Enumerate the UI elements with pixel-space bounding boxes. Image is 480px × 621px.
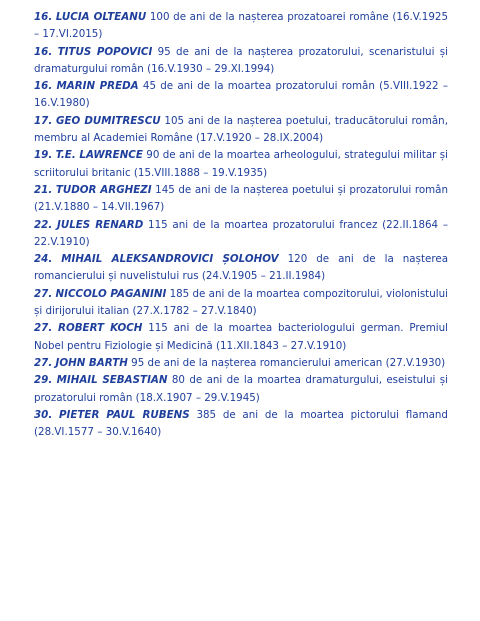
- entry-text: 385 de ani de la moartea pictorului flamand (28.VI.1577 – 30.V.1640): [34, 408, 448, 439]
- entry-name: TUDOR ARGHEZI: [55, 183, 152, 196]
- entry-day: 16.: [34, 45, 53, 58]
- entry-text: 45 de ani de la moartea prozatorului român (5.VIII.1922 – 16.V.1980): [34, 80, 448, 110]
- entry-paganini: [34, 286, 448, 321]
- entry-day: 16.: [34, 11, 53, 23]
- entry-barth: [34, 355, 448, 372]
- entry-solohov: [34, 251, 448, 286]
- entry-text: 90 de ani de la moartea arheologului, strategului militar și scriitorului britanic (15.VIII.1888 – 19.V.1935): [34, 149, 448, 179]
- entry-rubens: [34, 407, 448, 442]
- entry-text: 80 de ani de la moartea dramaturgului, eseistului și prozatorului român (18.X.1907 – 29.V.1945): [34, 374, 448, 404]
- entry-sebastian: [34, 372, 448, 407]
- entry-popovici: [34, 44, 448, 79]
- entry-text: 185 de ani de la moartea compozitorului, violonistului și dirijorului italian (27.X.1782 – 27.V.1840): [34, 287, 448, 318]
- entry-name: GEO DUMITRESCU: [56, 114, 161, 127]
- entry-day: 27.: [34, 356, 53, 369]
- entry-name: LUCIA OLTEANU: [55, 11, 147, 23]
- entry-day: 27.: [34, 287, 53, 300]
- entry-day: 29.: [34, 374, 53, 387]
- entry-name: JULES RENARD: [57, 218, 144, 231]
- entry-text: 145 de ani de la nașterea poetului și prozatorului român (21.V.1880 – 14.VII.1967): [34, 183, 448, 214]
- entry-day: 19.: [34, 149, 53, 162]
- entry-name: NICCOLO PAGANINI: [55, 287, 167, 300]
- entry-olteanu: [34, 9, 448, 44]
- entry-preda: [34, 78, 448, 113]
- entry-text: 100 de ani de la nașterea prozatoarei române (16.V.1925 – 17.VI.2015): [34, 11, 449, 41]
- entry-name: MIHAIL ALEKSANDROVICI ȘOLOHOV: [61, 253, 279, 266]
- entry-name: MARIN PREDA: [56, 80, 139, 93]
- entry-name: T.E. LAWRENCE: [55, 149, 143, 162]
- anniversary-list: [34, 9, 448, 441]
- entry-day: 22.: [34, 218, 53, 231]
- entry-day: 27.: [34, 322, 53, 335]
- entry-koch: [34, 320, 448, 355]
- entry-text: 95 de ani de la nașterea prozatorului, scenaristului și dramaturgului român (16.V.1930 – 29.XI.1994): [34, 45, 448, 75]
- entry-name: TITUS POPOVICI: [57, 45, 153, 58]
- entry-name: JOHN BARTH: [55, 356, 128, 369]
- entry-text: 95 de ani de la nașterea romancierului american (27.V.1930): [131, 356, 446, 369]
- entry-lawrence: [34, 147, 448, 182]
- entry-name: PIETER PAUL RUBENS: [58, 408, 190, 421]
- entry-text: 120 de ani de la nașterea romancierului și nuvelistului rus (24.V.1905 – 21.II.1984): [34, 253, 449, 283]
- entry-day: 24.: [34, 253, 53, 266]
- entry-day: 30.: [34, 408, 53, 421]
- entry-day: 16.: [34, 80, 53, 93]
- entry-day: 17.: [34, 114, 53, 127]
- entry-text: 115 ani de la moartea prozatorului francez (22.II.1864 – 22.V.1910): [34, 218, 448, 248]
- entry-day: 21.: [34, 183, 53, 196]
- entry-text: 115 ani de la moartea bacteriologului german. Premiul Nobel pentru Fiziologie și Medicină (11.XII.1843 – 27.V.1910): [34, 322, 448, 352]
- entry-dumitrescu: [34, 113, 448, 148]
- entry-arghezi: [34, 182, 448, 217]
- entry-name: ROBERT KOCH: [58, 322, 143, 335]
- entry-name: MIHAIL SEBASTIAN: [56, 374, 168, 387]
- entry-text: 105 ani de la nașterea poetului, traducătorului român, membru al Academiei Române (17.V.1920 – 28.IX.2004): [34, 114, 448, 145]
- entry-renard: [34, 217, 448, 252]
